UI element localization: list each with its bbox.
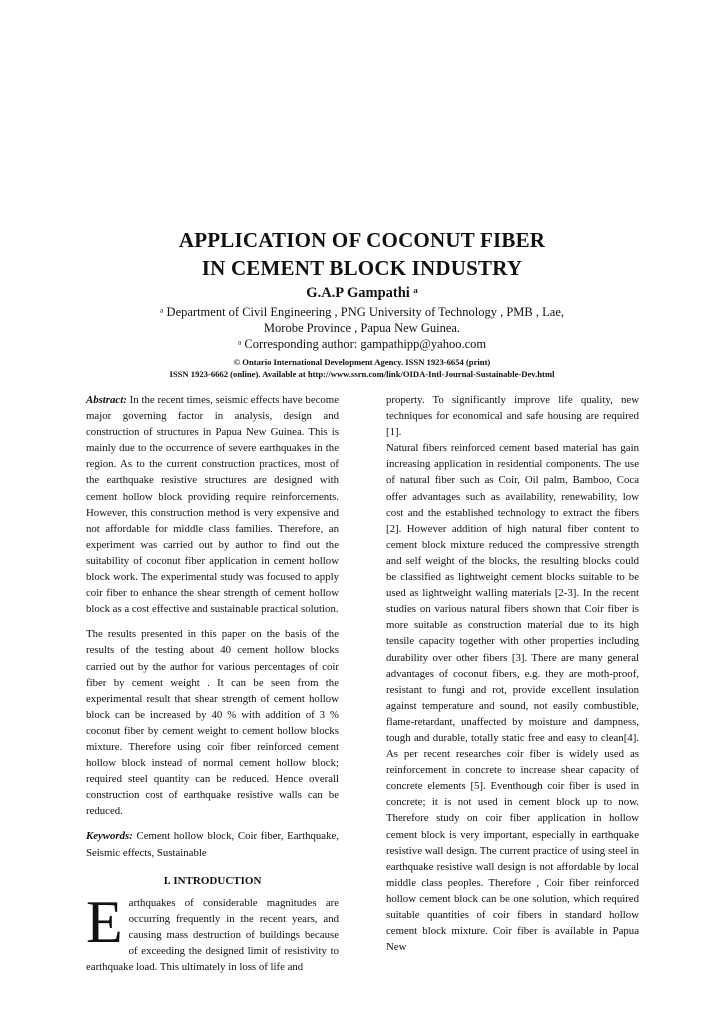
abstract-text: In the recent times, seismic effects have become major governing factor in analysis, design and construction of structures in Papua New Guinea. This is mainly due to the occurrence of severe earthquakes in the region. As to the current construction practices, most of the earthquake resistive structures are designed with cement hollow block providing require reinforcements. However, this construction method is very expensive and not affordable for middle class families. Therefore, an experiment was carried out by author to find out the suitability of coconut fiber application in cement hollow block work. The experimental study was focused to apply coir fiber to enhance the shear strength of cement hollow block as a cost effective and sustainable practical solution. [86,394,339,616]
left-column [86,392,339,975]
drop-cap: E [86,888,123,955]
paper-title [0,226,724,282]
keywords-label: Keywords: [86,830,133,843]
body-paragraph-2: Natural fibers reinforced cement based material has gain increasing application in residential components. The use of natural fiber such as Coir, Oil palm, Bamboo, Coca offer advantages such as availability, renewability, low cost and the established technology to extract the fibers [2]. However addition of high natural fiber content to cement block mixture reduced the compressive strength and self weight of the blocks, the resulting blocks could be classified as lightweight cement blocks suitable to be used as lightweight walling materials [2-3]. In the recent studies on various natural fibers shown that Coir fiber is more suitable as construction material due to its high tensile capacity together with other properties including durability over other fibers [3]. There are many general advantages of coconut fibers, e.g. they are moth-proof, resistant to fungi and rot, provide excellent insulation against temperature and sound, not easily combustible, flame-retardant, unaffected by moisture and dampness, tough and durable, totally static free and easy to clean[4]. As per recent researches coir fiber is widely used as reinforcement in concrete to increase shear capacity of concrete elements [5]. Eventhough coir fiber is used in concrete; it is not used in cement block up to now. Therefore study on coir fiber application in hollow cement block is very important, especially in earthquake resistive wall design. The current practice of using steel in earthquake resistive wall design is not affordable by local middle class peoples. Therefore , Coir fiber reinforced hollow cement block can be one solution, which required suitable quantities of coir fibers in standard hollow cement block mixture. Coir fiber is available in Papua New [386,442,639,954]
copyright-line-2: ISSN 1923-6662 (online). Available at http://www.ssrn.com/link/OIDA-Intl-Journal-Sustainable-Dev.html [169,369,555,379]
section-heading-introduction: I. INTRODUCTION [163,874,262,887]
copyright-notice [0,356,724,380]
abstract-label: Abstract: [86,394,127,406]
introduction-paragraph [86,888,339,975]
right-column [386,392,639,955]
affiliation-line-2: Morobe Province , Papua New Guinea. [263,321,461,335]
results-paragraph: The results presented in this paper on the basis of the results of the testing about 40 cement hollow blocks carried out by the author for various percentages of coir fiber by cement weight . It can be seen from the experimental result that shear strength of cement hollow block can be increased by 40 % with addition of 3 % coconut fiber by cement weight to cement hollow blocks mixture. Therefore using coir fiber reinforced cement hollow block instead of normal cement hollow block; required steel quantity can be reduced. Hence overall construction cost of earthquake resistive walls can be reduced. [86,628,339,818]
body-paragraph-1: property. To significantly improve life quality, new techniques for economical and safe housing are required [1]. [386,394,639,439]
title-line-1: APPLICATION OF COCONUT FIBER [178,228,546,252]
copyright-line-1: © Ontario International Development Agency. ISSN 1923-6654 (print) [233,357,491,367]
author-name: G.A.P Gampathi ᵃ [306,285,418,301]
author-affiliation [0,304,724,352]
abstract-paragraph [86,392,339,617]
keywords-text: Cement hollow block, Coir fiber, Earthquake, Seismic effects, Sustainable [86,830,339,859]
introduction-text: arthquakes of considerable magnitudes are occurring frequently in the recent years, and causing mass destruction of buildings because of exceeding the designed limit of resistivity to earthquake load. This ultimately in loss of life and [86,896,339,974]
title-line-2: IN CEMENT BLOCK INDUSTRY [201,256,523,280]
keywords-paragraph [86,828,339,860]
affiliation-line-1: ᵃ Department of Civil Engineering , PNG University of Technology , PMB , Lae, [160,305,564,319]
corresponding-author: ᵃ Corresponding author: gampathipp@yahoo.com [237,337,487,351]
